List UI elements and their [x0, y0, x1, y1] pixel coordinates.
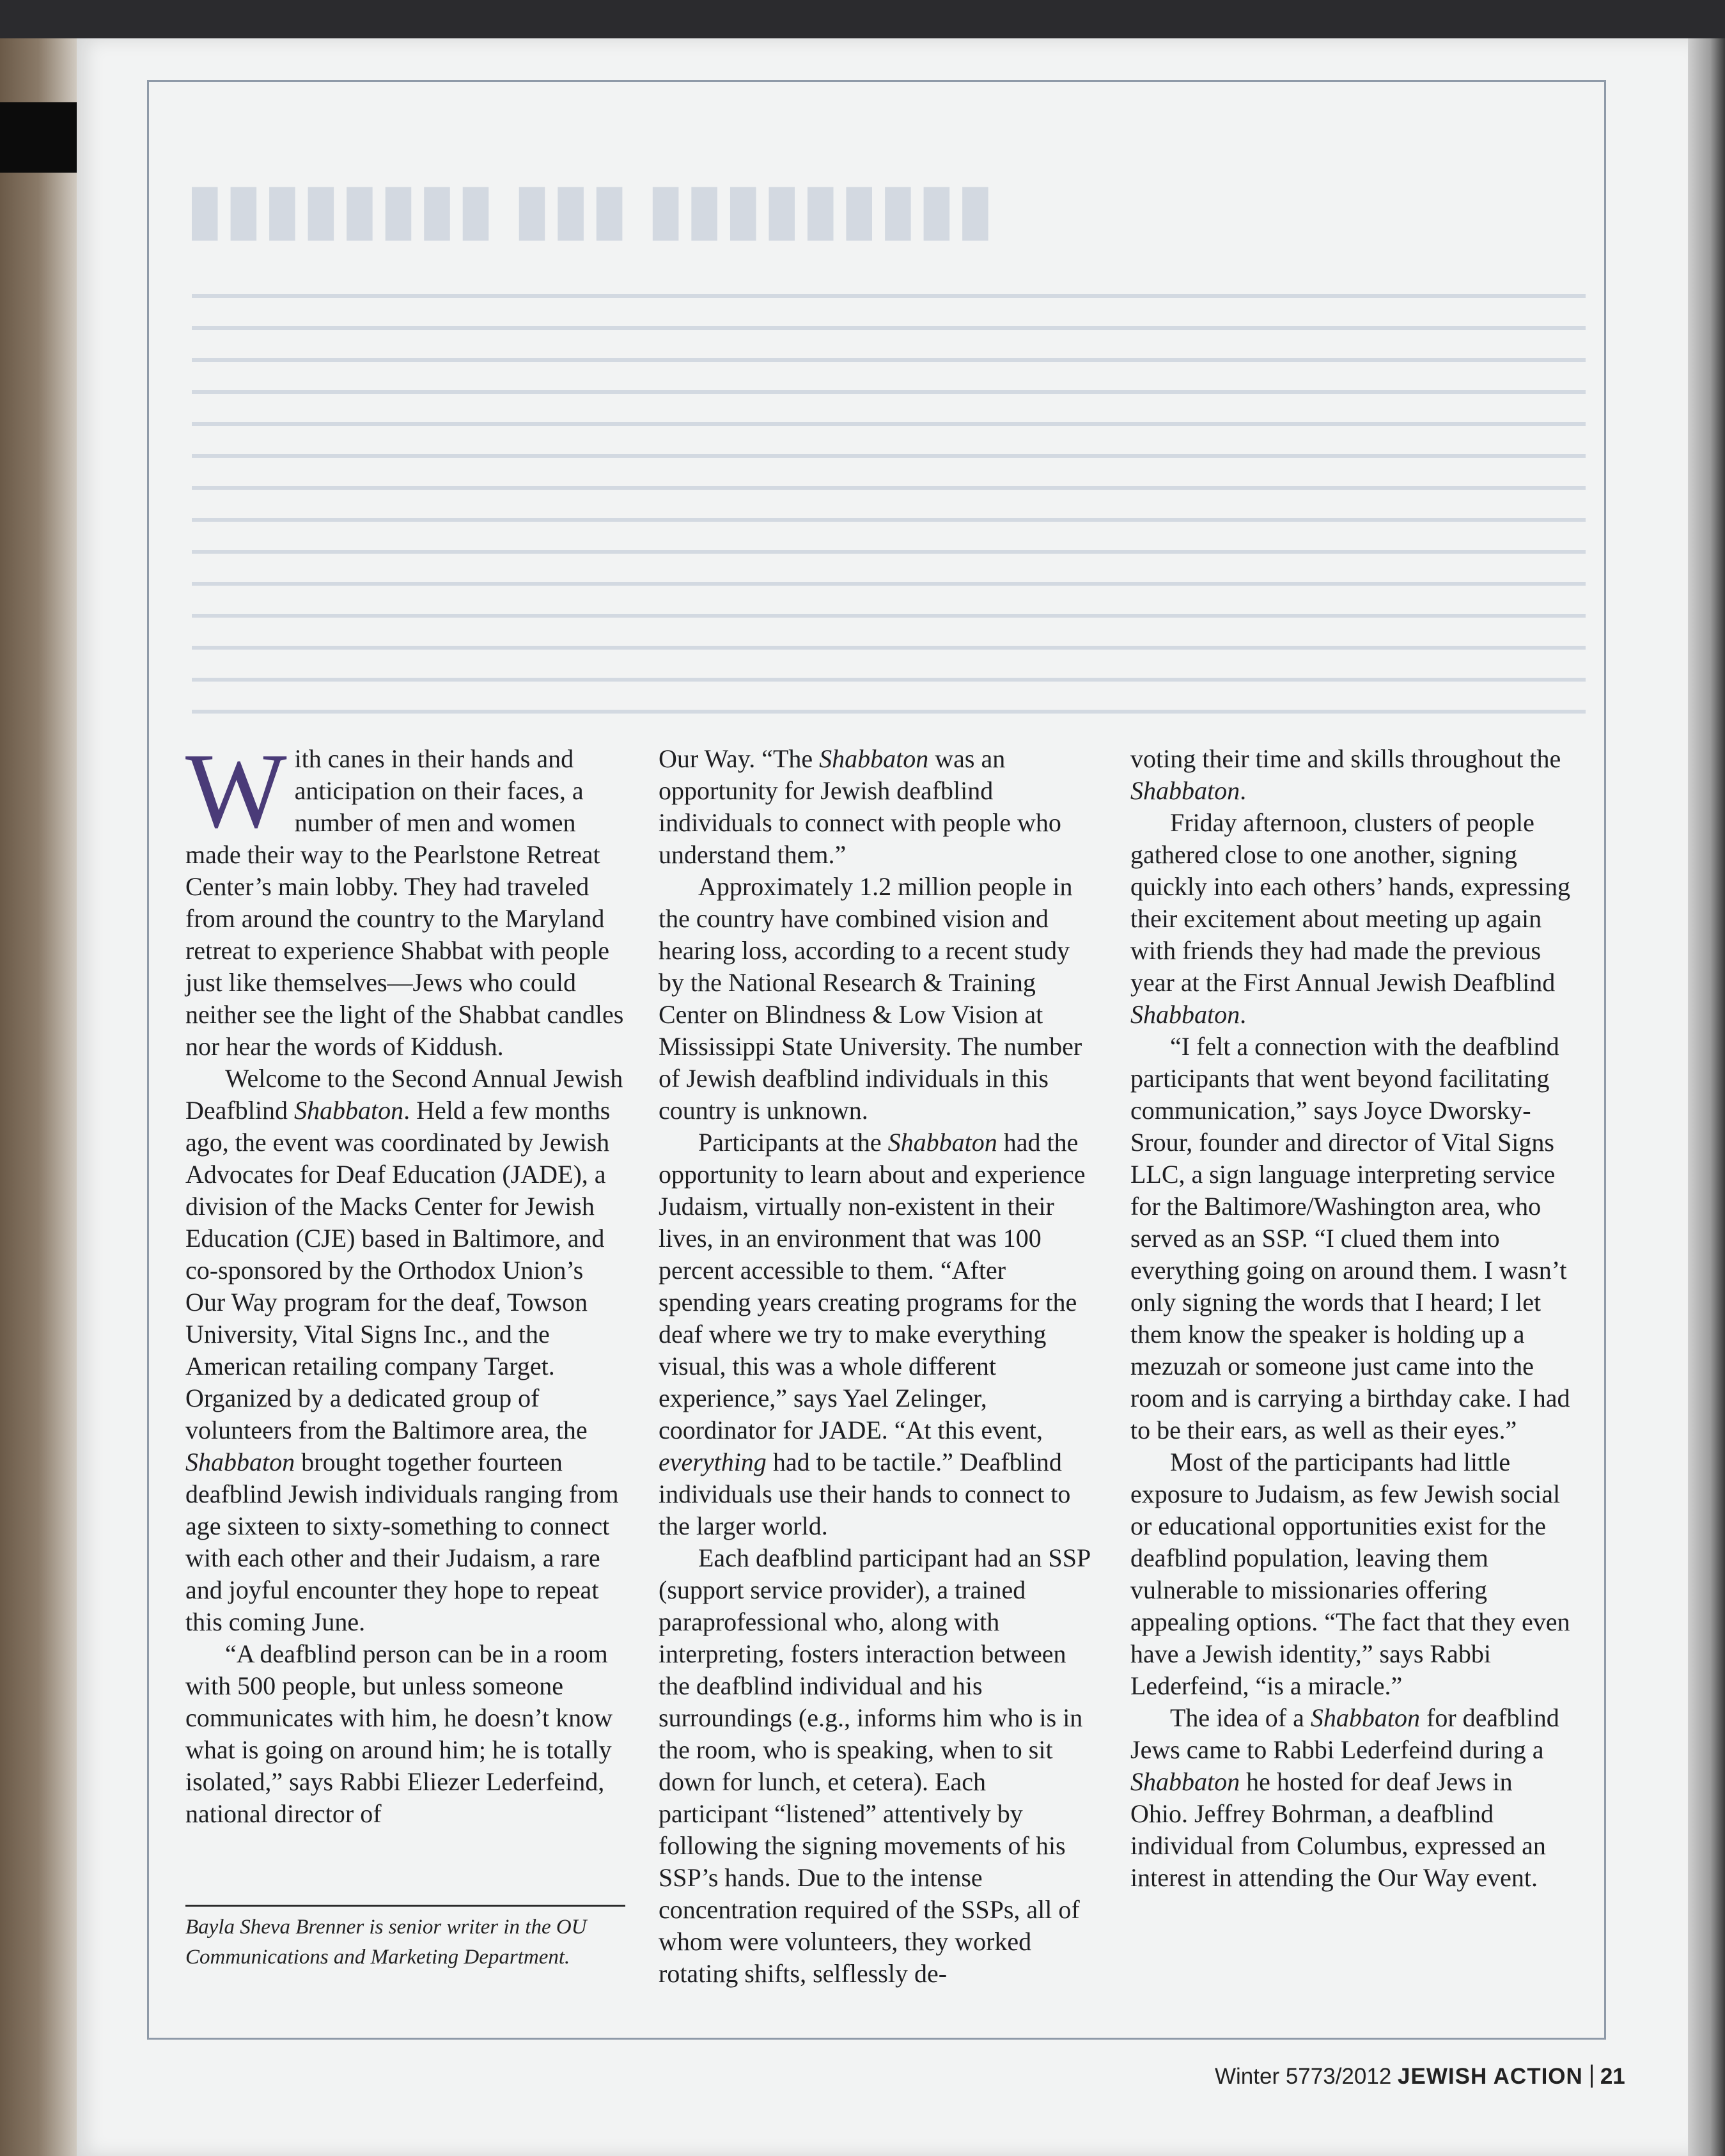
- page-footer: [1215, 2064, 1625, 2090]
- article-column-1: [185, 731, 627, 1830]
- page-number: 21: [1600, 2064, 1625, 2089]
- issue-date: Winter 5773/2012: [1215, 2064, 1392, 2089]
- article-paragraph: [659, 743, 1100, 871]
- paragraph-text: . Held a few months ago, the event was coordinated by Jewish Advocates for Deaf Education (JADE), a division of the Macks Center for Jewish Education (CJE) based in Baltimore, and co-sponsored by the Orthodox Union’s Our Way program for the deaf, Towson University, Vital Signs Inc., and the American retailing company Target. Organized by a dedicated group of volunteers from the Baltimore area, the: [185, 1096, 611, 1444]
- paragraph-text: “A deafblind person can be in a room with 500 people, but unless someone communicates with him, he doesn’t know what is going on around him; he is totally isolated,” says Rabbi Eliezer Lederfeind, national director of: [185, 1639, 613, 1828]
- paragraph-text: ith canes in their hands and anticipation on their faces, a number of men and women made their way to the Pearlstone Retreat Center’s main lobby. They had traveled from around the country to the Maryland retreat to experience Shabbat with people just like themselves—Jews who could neither see the light of the Shabbat candles nor hear the words of Kiddush.: [185, 744, 624, 1061]
- article-paragraph: [659, 1542, 1100, 1990]
- paragraph-text: Our Way. “The: [659, 744, 820, 773]
- article-paragraph: [1130, 807, 1572, 1031]
- paragraph-text: Most of the participants had little exposure to Judaism, as few Jewish social or educational opportunities exist for the deafblind population, leaving them vulnerable to missionaries offering appealing options. “The fact that they even have a Jewish identity,” says Rabbi Lederfeind, “is a miracle.”: [1130, 1448, 1570, 1700]
- italic-term: Shabbaton: [185, 1448, 295, 1476]
- author-bio: Bayla Sheva Brenner is senior writer in the OU Communications and Marketing Department.: [185, 1916, 587, 1969]
- article-paragraph: [1130, 1446, 1572, 1702]
- italic-term: Shabbaton: [293, 1096, 404, 1125]
- paragraph-text: was an opportunity for Jewish deafblind individuals to connect with people who understand them.”: [659, 744, 1061, 869]
- article-paragraph: [659, 1127, 1100, 1542]
- article-paragraph: [1130, 1702, 1572, 1894]
- paragraph-text: for deafblind Jews came to Rabbi Lederfeind during a: [1130, 1703, 1559, 1764]
- article-paragraph: [185, 1063, 627, 1638]
- paragraph-text: he hosted for deaf Jews in Ohio. Jeffrey Bohrman, a deafblind individual from Columbus, expressed an interest in attending the Our Way event.: [1130, 1767, 1546, 1892]
- article-paragraph: [1130, 743, 1572, 807]
- italic-term: Shabbaton: [1130, 1767, 1240, 1796]
- paragraph-text: The idea of a: [1170, 1703, 1311, 1732]
- italic-term: Shabbaton: [1130, 1000, 1240, 1029]
- paragraph-text: Friday afternoon, clusters of people gathered close to one another, signing quickly into each others’ hands, expressing their excitement about meeting up again with friends they had made the previous year at the First Annual Jewish Deafblind: [1130, 808, 1570, 997]
- article-column-3: [1130, 743, 1572, 1894]
- paragraph-text: Approximately 1.2 million people in the country have combined vision and hearing loss, according to a recent study by the National Research & Training Center on Blindness & Low Vision at Mississippi State University. The number of Jewish deafblind individuals in this country is unknown.: [659, 872, 1082, 1125]
- article-paragraph: [185, 731, 627, 1063]
- paragraph-text: brought together fourteen deafblind Jewish individuals ranging from age sixteen to sixty-something to connect with each other and their Judaism, a rare and joyful encounter they hope to repeat this coming June.: [185, 1448, 619, 1636]
- bio-divider: [185, 1905, 625, 1907]
- article-paragraph: [659, 871, 1100, 1127]
- paragraph-text: voting their time and skills throughout the: [1130, 744, 1561, 773]
- paragraph-text: Participants at the: [698, 1128, 888, 1157]
- italic-term: Shabbaton: [819, 744, 929, 773]
- paragraph-text: had to be tactile.” Deafblind individuals use their hands to connect to the larger world.: [659, 1448, 1071, 1540]
- magazine-name: JEWISH ACTION: [1398, 2064, 1583, 2089]
- paragraph-text: had the opportunity to learn about and experience Judaism, virtually non-existent in their lives, in an environment that was 100 percent accessible to them. “After spending years creating programs for the deaf where we try to make everything visual, this was a whole different experience,” says Yael Zelinger, coordinator for JADE. “At this event,: [659, 1128, 1086, 1444]
- drop-cap: W: [185, 731, 287, 850]
- paragraph-text: .: [1240, 1000, 1247, 1029]
- article-column-2: [659, 743, 1100, 1990]
- italic-term: everything: [659, 1448, 767, 1476]
- paragraph-text: .: [1240, 776, 1247, 805]
- italic-term: Shabbaton: [1130, 776, 1240, 805]
- article-paragraph: [1130, 1031, 1572, 1446]
- paragraph-text: Welcome to the Second Annual Jewish Deafblind: [185, 1064, 623, 1125]
- article-paragraph: [185, 1638, 627, 1830]
- paragraph-text: “I felt a connection with the deafblind participants that went beyond facilitating communication,” says Joyce Dworsky-Srour, founder and director of Vital Signs LLC, a sign language interpreting service for the Baltimore/Washington area, who served as an SSP. “I clued them into everything going on around them. I wasn’t only signing the words that I heard; I let them know the speaker is holding up a mezuzah or someone just came into the room and is carrying a birthday cake. I had to be their ears, as well as their eyes.”: [1130, 1032, 1570, 1444]
- italic-term: Shabbaton: [887, 1128, 997, 1157]
- paragraph-text: Each deafblind participant had an SSP (support service provider), a trained paraprofessional who, along with interpreting, fosters interaction between the deafblind individual and his surroundings (e.g., informs him who is in the room, who is speaking, when to sit down for lunch, et cetera). Each participant “listened” attentively by following the signing movements of his SSP’s hands. Due to the intense concentration required of the SSPs, all of whom were volunteers, they worked rotating shifts, selflessly de-: [659, 1543, 1090, 1988]
- italic-term: Shabbaton: [1310, 1703, 1421, 1732]
- footer-separator: [1591, 2065, 1593, 2088]
- page-binding-edge: [1688, 38, 1725, 2156]
